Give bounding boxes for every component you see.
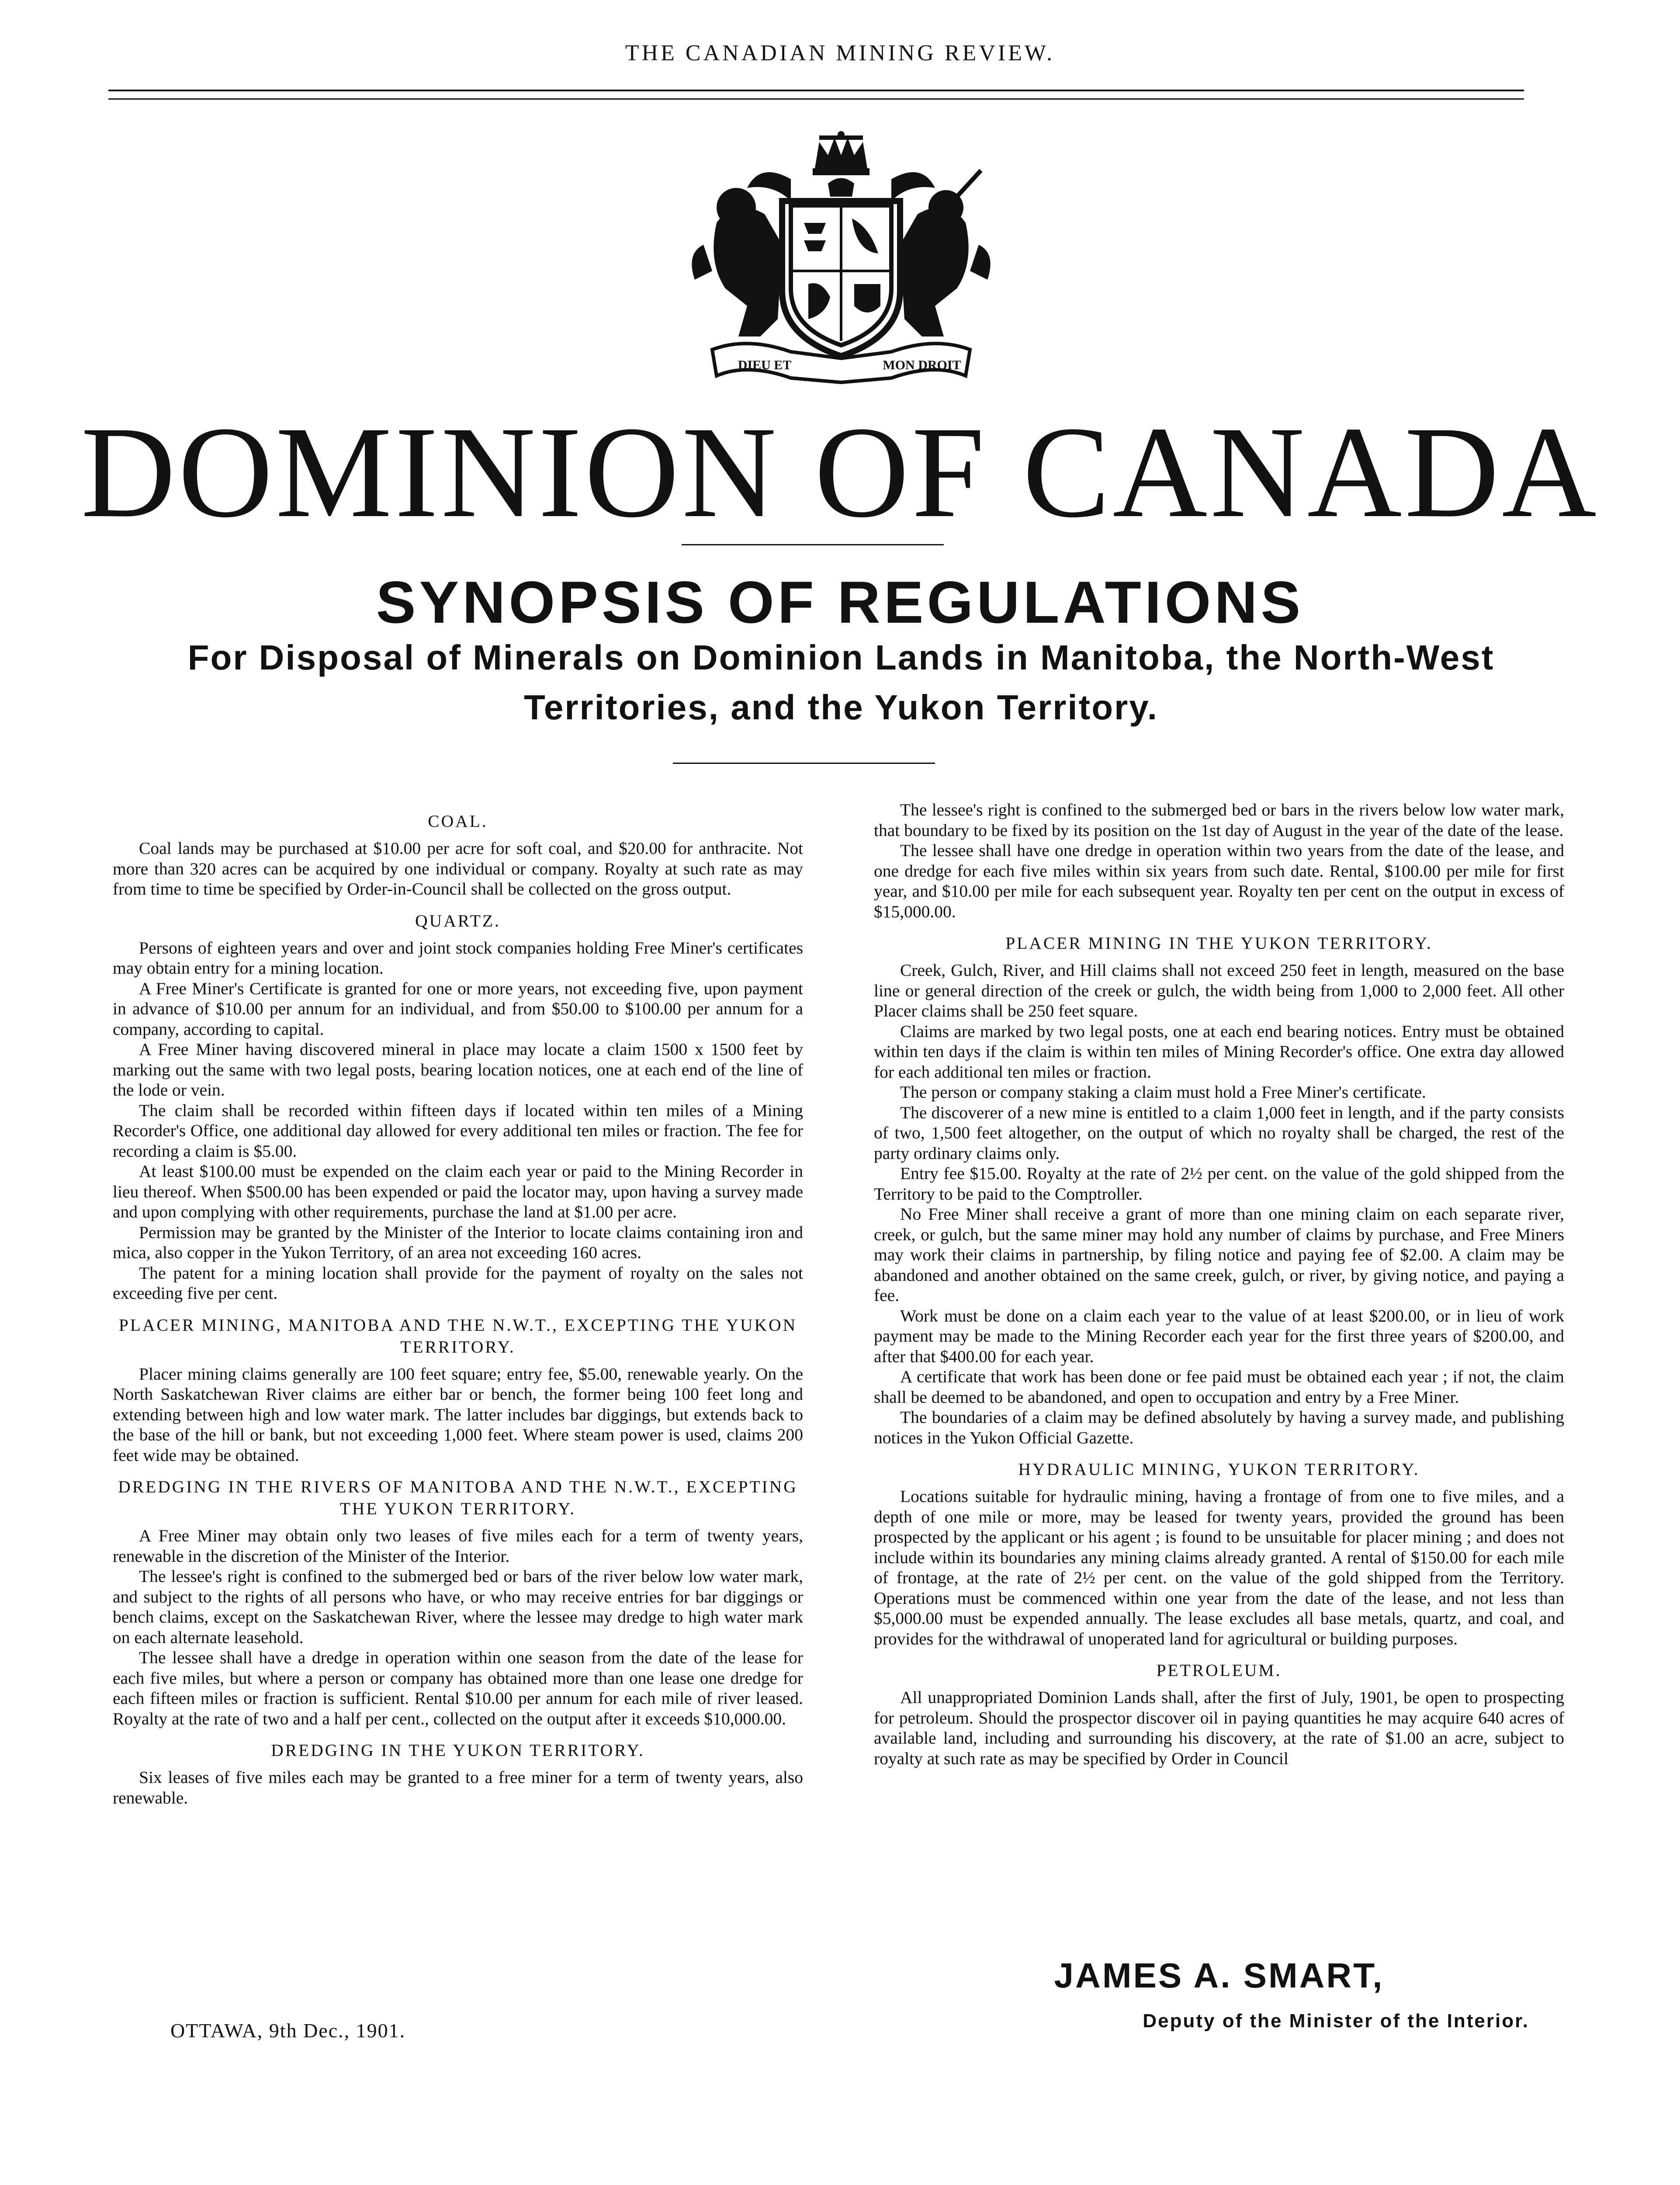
motto-right: MON DROIT [883,358,961,372]
placer-yukon-paragraph: Entry fee $15.00. Royalty at the rate of 2½ per cent. on the value of the gold shipped from the Territory to be paid to the Comptroller. [874,1164,1564,1203]
dredging-manitoba-paragraph: The lessee shall have a dredge in operation within one season from the date of the lease for each five miles, but where a person or company has obtained more than one lease one dredge for each fifteen miles or fraction is sufficient. Rental $10.00 per annum for each mile of river leased. Royalty at the rate of two and a half per cent., collected on the output after it exceeds $10,000.00. [113,1648,803,1728]
placer-yukon-paragraph: Creek, Gulch, River, and Hill claims shall not exceed 250 feet in length, measured on the base line or general direction of the creek or gulch, the width being from 1,000 to 2,000 feet. All other Placer claims shall be 250 feet square. [874,961,1564,1020]
placer-yukon-paragraph: The boundaries of a claim may be defined absolutely by having a survey made, and publishing notices in the Yukon Official Gazette. [874,1408,1564,1447]
dateline: OTTAWA, 9th Dec., 1901. [170,2019,406,2042]
placer-yukon-paragraph: A certificate that work has been done or fee paid must be obtained each year ; if not, the claim shall be deemed to be abandoned, and open to occupation and entry by a Free Miner. [874,1367,1564,1407]
dredging-manitoba-paragraph: A Free Miner may obtain only two leases of five miles each for a term of twenty years, renewable in the discretion of the Minister of the Interior. [113,1526,803,1566]
quartz-paragraph: Permission may be granted by the Minister of the Interior to locate claims containing iron and mica, also copper in the Yukon Territory, of an area not exceeding 160 acres. [113,1222,803,1262]
placer-manitoba-paragraph: Placer mining claims generally are 100 feet square; entry fee, $5.00, renewable yearly. On the North Saskatchewan River claims are either bar or bench, the former being 100 feet long and extending between high and low water mark. The latter includes bar diggings, but extends back to the base of the hill or bank, but not exceeding 1,000 feet. Where steam power is used, claims 200 feet wide may be obtained. [113,1364,803,1465]
quartz-paragraph: Persons of eighteen years and over and joint stock companies holding Free Miner's certificates may obtain entry for a mining location. [113,938,803,978]
header-rule-2 [108,98,1524,100]
quartz-paragraph: The claim shall be recorded within fifteen days if located within ten miles of a Mining Recorder's Office, one additional day allowed for every additional ten miles or fraction. The fee for recording a claim is $5.00. [113,1100,803,1161]
synopsis-title: SYNOPSIS OF REGULATIONS [376,569,1304,635]
quartz-paragraph: A Free Miner having discovered mineral in place may locate a claim 1500 x 1500 feet by marking out the same with two legal posts, bearing location notices, one at each end of the line of the lode or vein. [113,1040,803,1099]
section-heading-dredging-yukon: DREDGING IN THE YUKON TERRITORY. [271,1741,645,1760]
main-title: DOMINION OF CANADA [81,399,1599,545]
placer-yukon-paragraph: The discoverer of a new mine is entitled to a claim 1,000 feet in length, and if the party consists of two, 1,500 feet altogether, on the output of which no royalty shall be charged, the rest of the party ordinary claims only. [874,1103,1564,1163]
quartz-paragraph: The patent for a mining location shall provide for the payment of royalty on the sales not exceeding five per cent. [113,1263,803,1303]
dredging-yukon-paragraph: The lessee shall have one dredge in operation within two years from the date of the lease, and one dredge for each five miles within six years from such date. Rental, $100.00 per mile for first year, and $10.00 per mile for each subsequent year. Royalty ten per cent on the output in excess of $15,000.00. [874,841,1564,921]
section-heading-hydraulic: HYDRAULIC MINING, YUKON TERRITORY. [1018,1460,1420,1479]
hydraulic-paragraph: Locations suitable for hydraulic mining, having a frontage of from one to five miles, and a depth of one mile or more, may be leased for twenty years, provided the ground has been prospected by the applicant or his agent ; is found to be unsuitable for placer mining ; and does not include within its boundaries any mining claims already granted. A rental of $150.00 for each mile of frontage, at the rate of 2½ per cent. on the value of the gold shipped from the Territory. Operations must be commenced within one year from the date of the lease, and not less than $5,000.00 must be expended annually. The lease excludes all base metals, quartz, and coal, and provides for the withdrawal of unoperated land for agricultural or building purposes. [874,1487,1564,1648]
section-heading-petroleum: PETROLEUM. [1156,1661,1282,1680]
section-heading-placer-manitoba: PLACER MINING, MANITOBA AND THE N.W.T., EXCEPTING THE YUKON TERRITORY. [118,1315,797,1356]
quartz-paragraph: At least $100.00 must be expended on the claim each year or paid to the Mining Recorder in lieu thereof. When $500.00 has been expended or paid the locator may, upon having a survey made and upon complying with other requirements, purchase the land at $1.00 per acre. [113,1162,803,1221]
petroleum-paragraph: All unappropriated Dominion Lands shall, after the first of July, 1901, be open to prospecting for petroleum. Should the prospector discover oil in paying quantities he may acquire 640 acres of available land, including and surrounding his discovery, at the rate of $1.00 an acre, subject to royalty at such rate as may be specified by Order in Council [874,1688,1564,1768]
signatory-name: JAMES A. SMART, [1054,1956,1384,1995]
section-heading-quartz: QUARTZ. [415,911,501,930]
subtitle: For Disposal of Minerals on Dominion Lands in Manitoba, the North-West Territories, and the Yukon Territory. [187,638,1495,727]
section-heading-coal: COAL. [428,812,488,831]
placer-yukon-paragraph: The person or company staking a claim must hold a Free Miner's certificate. [900,1082,1426,1102]
motto-left: DIEU ET [738,358,792,372]
dredging-yukon-paragraph: Six leases of five miles each may be granted to a free miner for a term of twenty years, also renewable. [113,1768,803,1807]
placer-yukon-paragraph: No Free Miner shall receive a grant of more than one mining claim on each separate river, creek, or gulch, but the same miner may hold any number of claims by purchase, and Free Miners may work their claims in partnership, by filing notice and paying fee of $2.00. A claim may be abandoned and another obtained on the same creek, gulch, or river, by giving notice, and paying a fee. [874,1204,1564,1305]
right-column [874,800,1564,1769]
dredging-manitoba-paragraph: The lessee's right is confined to the submerged bed or bars of the river below low water mark, and subject to the rights of all persons who have, or who may receive entries for bar diggings or bench claims, except on the Saskatchewan River, where the lessee may dredge to high water mark on each alternate leasehold. [113,1567,803,1647]
left-column [113,800,803,1808]
title-rule [682,544,944,545]
section-heading-dredging-manitoba: DREDGING IN THE RIVERS OF MANITOBA AND THE N.W.T., EXCEPTING THE YUKON TERRITORY. [118,1477,798,1518]
section-heading-placer-yukon: PLACER MINING IN THE YUKON TERRITORY. [1005,933,1433,953]
quartz-paragraph: A Free Miner's Certificate is granted for one or more years, not exceeding five, upon payment in advance of $10.00 per annum for an individual, and from $50.00 to $100.00 per annum for a company, according to capital. [113,978,803,1039]
coal-paragraph: Coal lands may be purchased at $10.00 per acre for soft coal, and $20.00 for anthracite. Not more than 320 acres can be acquired by one individual or company. Royalty at such rate as may from time to time be specified by Order-in-Council shall be collected on the gross output. [113,839,803,898]
royal-coat-of-arms-icon [660,131,1022,389]
placer-yukon-paragraph: Claims are marked by two legal posts, one at each end bearing notices. Entry must be obtained within ten days if the claim is within ten miles of Mining Recorder's office. One extra day allowed for each additional ten miles or fraction. [874,1021,1564,1082]
subtitle-rule [673,763,935,764]
running-head: THE CANADIAN MINING REVIEW. [625,41,1055,66]
dredging-yukon-paragraph: The lessee's right is confined to the submerged bed or bars in the rivers below low water mark, that boundary to be fixed by its position on the 1st day of August in the year of the date of the lease. [874,800,1564,840]
signatory-title: Deputy of the Minister of the Interior. [1143,2010,1529,2032]
placer-yukon-paragraph: Work must be done on a claim each year to the value of at least $200.00, or in lieu of work payment may be made to the Mining Recorder each year for the first three years of $200.00, and after that $400.00 for each year. [874,1306,1564,1366]
header-rule [108,90,1524,91]
